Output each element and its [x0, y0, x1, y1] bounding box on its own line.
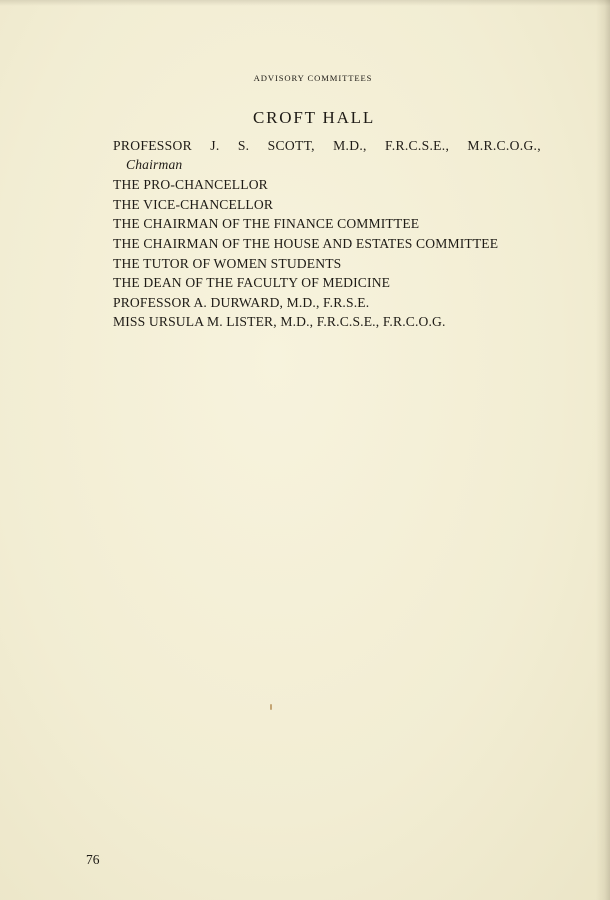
chair-role: Chairman	[126, 156, 183, 172]
member-entry: MISS URSULA M. LISTER, M.D., F.R.C.S.E., F.R.C.O.G.	[113, 314, 446, 330]
paper-speck	[270, 704, 272, 710]
page-edge-shadow	[596, 0, 610, 900]
chair-word: S.	[237, 138, 250, 153]
member-entry: THE VICE-CHANCELLOR	[113, 196, 274, 212]
chair-word: M.D.,	[333, 138, 367, 153]
committee-member-list	[113, 136, 553, 332]
chair-word: PROFESSOR	[113, 138, 193, 153]
member-entry: THE PRO-CHANCELLOR	[113, 177, 268, 193]
chair-word: M.R.C.O.G.,	[467, 138, 541, 153]
chair-word: J.	[210, 138, 220, 153]
page-top-shadow	[0, 0, 610, 6]
chair-line	[113, 136, 541, 156]
page-number: 76	[86, 852, 100, 867]
member-entry: PROFESSOR A. DURWARD, M.D., F.R.S.E.	[113, 294, 370, 310]
member-entry: THE CHAIRMAN OF THE FINANCE COMMITTEE	[113, 216, 420, 232]
member-entry: THE CHAIRMAN OF THE HOUSE AND ESTATES COMMITTEE	[113, 235, 499, 251]
member-entry: THE TUTOR OF WOMEN STUDENTS	[113, 255, 342, 271]
member-entry: THE DEAN OF THE FACULTY OF MEDICINE	[113, 275, 391, 291]
chair-word: F.R.C.S.E.,	[384, 138, 450, 153]
chair-word: SCOTT,	[267, 138, 315, 153]
section-title: CROFT HALL	[252, 108, 376, 127]
running-head: ADVISORY COMMITTEES	[253, 73, 373, 83]
